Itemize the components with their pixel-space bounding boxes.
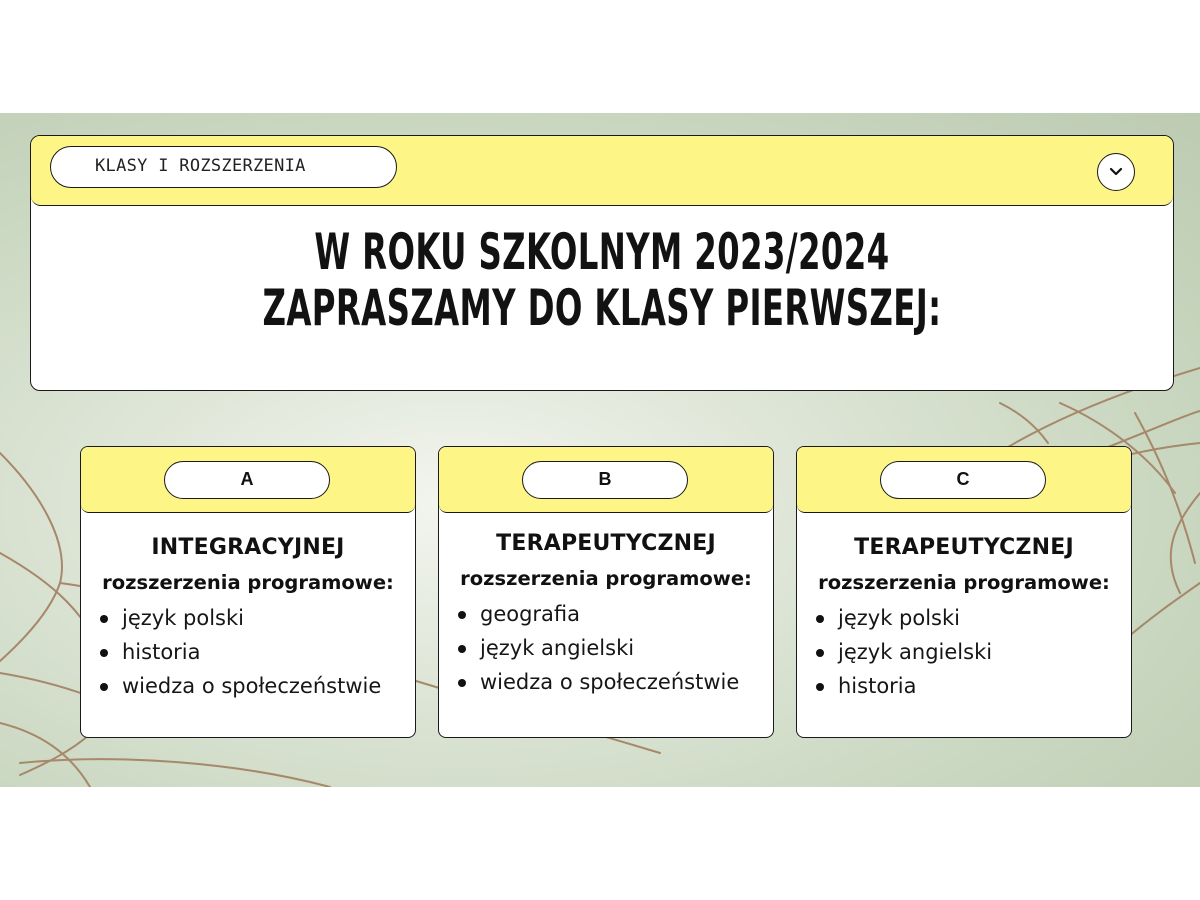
list-item: historia <box>100 635 415 669</box>
card-body <box>439 527 773 699</box>
title-line-2: ZAPRASZAMY DO KLASY PIERWSZEJ: <box>262 279 942 337</box>
list-item: wiedza o społeczeństwie <box>100 669 415 703</box>
extensions-list <box>81 601 415 703</box>
extensions-list <box>797 601 1131 703</box>
chevron-down-icon <box>1109 167 1123 177</box>
class-card-a <box>80 446 416 738</box>
extensions-list <box>439 597 773 699</box>
header-band <box>31 136 1173 206</box>
header-card <box>30 135 1174 391</box>
slide <box>0 113 1200 787</box>
title-line-1: W ROKU SZKOLNYM 2023/2024 <box>314 223 890 281</box>
card-body <box>81 531 415 703</box>
expand-toggle-button[interactable] <box>1097 153 1135 191</box>
list-item: wiedza o społeczeństwie <box>458 665 773 699</box>
class-card-c <box>796 446 1132 738</box>
class-letter-badge: A <box>164 461 330 499</box>
list-item: język polski <box>816 601 1131 635</box>
page-title <box>31 224 1173 336</box>
list-item: język angielski <box>816 635 1131 669</box>
class-type-title: INTEGRACYJNEJ <box>151 535 345 560</box>
extensions-heading: rozszerzenia programowe: <box>460 567 752 590</box>
class-letter-badge: C <box>880 461 1046 499</box>
list-item: język polski <box>100 601 415 635</box>
class-card-b <box>438 446 774 738</box>
section-tag: KLASY I ROZSZERZENIA <box>50 146 397 188</box>
list-item: historia <box>816 669 1131 703</box>
class-letter-badge: B <box>522 461 688 499</box>
card-band <box>439 447 773 513</box>
list-item: język angielski <box>458 631 773 665</box>
class-type-title: TERAPEUTYCZNEJ <box>854 535 1074 560</box>
extensions-heading: rozszerzenia programowe: <box>818 571 1110 594</box>
card-band <box>797 447 1131 513</box>
class-type-title: TERAPEUTYCZNEJ <box>496 531 716 556</box>
card-body <box>797 531 1131 703</box>
list-item: geografia <box>458 597 773 631</box>
extensions-heading: rozszerzenia programowe: <box>102 571 394 594</box>
card-band <box>81 447 415 513</box>
